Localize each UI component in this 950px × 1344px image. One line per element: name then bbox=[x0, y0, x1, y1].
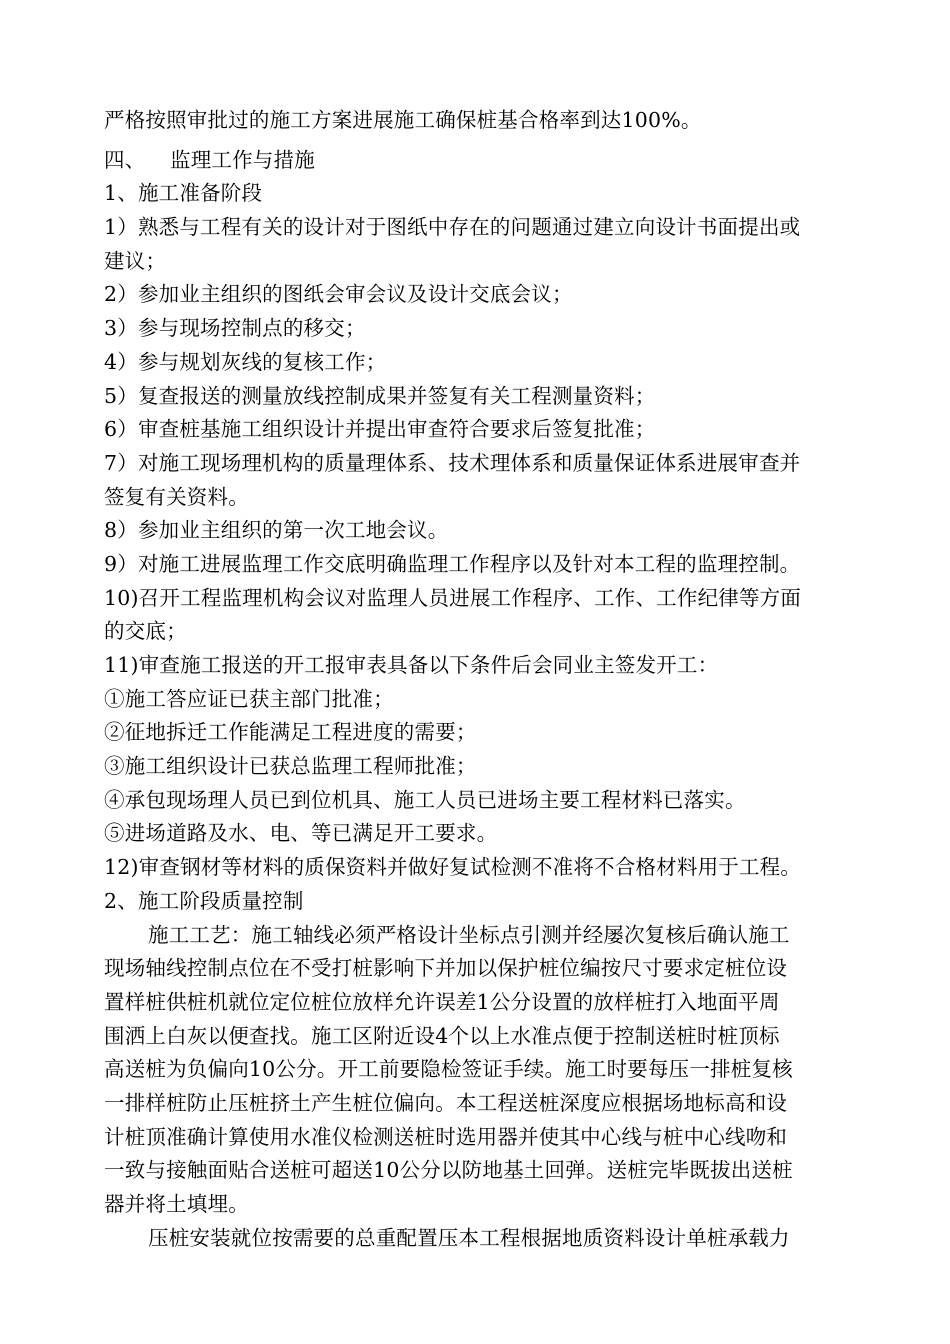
section-heading bbox=[104, 144, 864, 178]
list-item: 10)召开工程监理机构会议对监理人员进展工作程序、工作、工作纪律等方面 bbox=[104, 585, 802, 610]
paragraph-line: 一致与接触面贴合送桩可超送10公分以防地基土回弹。送桩完毕既拔出送桩 bbox=[104, 1158, 793, 1183]
list-item-continuation: 的交底； bbox=[104, 619, 187, 644]
list-item: 9）对施工进展监理工作交底明确监理工作程序以及针对本工程的监理控制。 bbox=[104, 551, 801, 576]
list-item: 7）对施工现场理机构的质量理体系、技术理体系和质量保证体系进展审查并 bbox=[104, 450, 801, 475]
intro-line: 严格按照审批过的施工方案进展施工确保桩基合格率到达100%。 bbox=[104, 108, 702, 132]
list-item: 8）参加业主组织的第一次工地会议。 bbox=[104, 518, 449, 543]
section-number: 四、 bbox=[104, 147, 146, 172]
paragraph-line: 现场轴线控制点位在不受打桩影响下并加以保护桩位编按尺寸要求定桩位设 bbox=[104, 956, 788, 981]
subsection-title-preparation: 1、施工准备阶段 bbox=[104, 181, 263, 206]
document-page bbox=[104, 104, 864, 1255]
list-item: 2）参加业主组织的图纸会审会议及设计交底会议； bbox=[104, 282, 573, 307]
preparation-item-list bbox=[104, 211, 864, 885]
paragraph-line: 器并将土填埋。 bbox=[104, 1192, 249, 1216]
paragraph-line: 高送桩为负偏向10公分。开工前要隐检签证手续。施工时要每压一排桩复核 bbox=[104, 1057, 793, 1082]
section-title: 监理工作与措施 bbox=[170, 147, 315, 172]
paragraph-process bbox=[104, 919, 864, 1222]
list-item-continuation: 建议； bbox=[104, 248, 167, 273]
paragraph-line: 一排样桩防止压桩挤土产生桩位偏向。本工程送桩深度应根据场地标高和设 bbox=[104, 1090, 788, 1115]
paragraph-line: 置样桩供桩机就位定位桩位放样允许误差1公分设置的放样桩打入地面平周 bbox=[104, 989, 780, 1014]
paragraph-pile-installation: 压桩安装就位按需要的总重配置压本工程根据地质资料设计单桩承载力 bbox=[148, 1225, 790, 1250]
list-item: 4）参与规划灰线的复核工作； bbox=[104, 349, 387, 374]
list-item: ③施工组织设计已获总监理工程师批准； bbox=[104, 754, 477, 779]
list-item: 11)审查施工报送的开工报审表具备以下条件后会同业主签发开工： bbox=[104, 653, 719, 677]
list-item: 5）复查报送的测量放线控制成果并签复有关工程测量资料； bbox=[104, 383, 656, 408]
list-item: ⑤进场道路及水、电、等已满足开工要求。 bbox=[104, 821, 498, 846]
list-item-continuation: 签复有关资料。 bbox=[104, 484, 249, 509]
list-item: 1）熟悉与工程有关的设计对于图纸中存在的问题通过建立向设计书面提出或 bbox=[104, 215, 801, 240]
paragraph-line: 围洒上白灰以便查找。施工区附近设4个以上水准点便于控制送桩时桩顶标 bbox=[104, 1023, 780, 1048]
list-item: ④承包现场理人员已到位机具、施工人员已进场主要工程材料已落实。 bbox=[104, 787, 746, 812]
list-item: 12)审查钢材等材料的质保资料并做好复试检测不准将不合格材料用于工程。 bbox=[104, 855, 802, 880]
list-item: ①施工答应证已获主部门批准； bbox=[104, 686, 394, 711]
paragraph-line: 计桩顶准确计算使用水准仪检测送桩时选用器并使其中心线与桩中心线吻和 bbox=[104, 1124, 788, 1149]
list-item: 3）参与现场控制点的移交； bbox=[104, 316, 366, 341]
list-item: ②征地拆迁工作能满足工程进度的需要； bbox=[104, 720, 477, 745]
paragraph-line: 施工工艺：施工轴线必须严格设计坐标点引测并经屡次复核后确认施工 bbox=[148, 922, 790, 947]
list-item: 6）审查桩基施工组织设计并提出审查符合要求后签复批准； bbox=[104, 417, 656, 442]
subsection-title-construction: 2、施工阶段质量控制 bbox=[104, 888, 304, 913]
